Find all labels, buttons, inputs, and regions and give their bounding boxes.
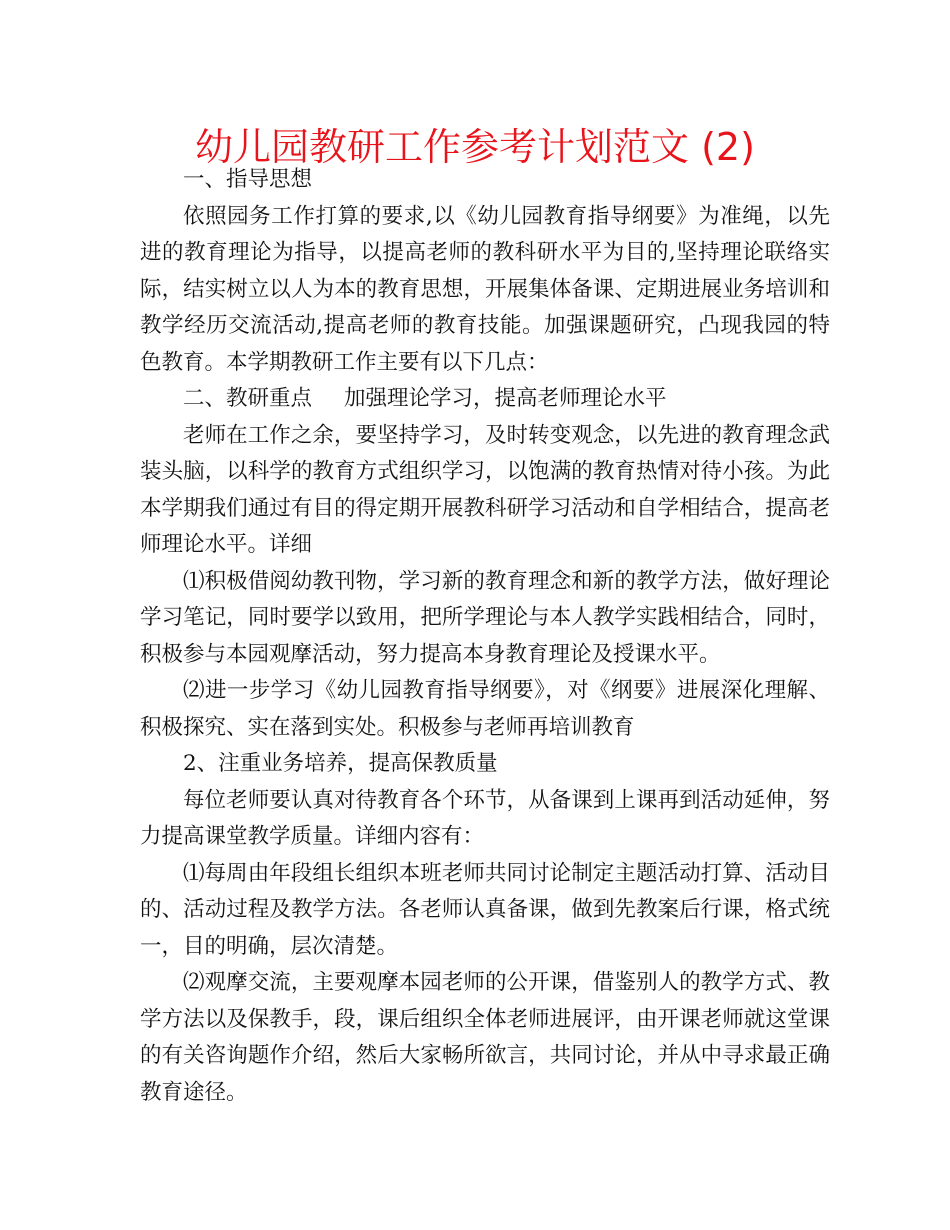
paragraph-guiding-ideology: 依照园务工作打算的要求,以《幼儿园教育指导纲要》为准绳，以先进的教育理论为指导，以提高老师的教科研水平为目的,坚持理论联络实际，结实树立以人为本的教育思想，开展集体备课、定期进展业务培训和教学经历交流活动,提高老师的教育技能。加强课题研究，凸现我园的特色教育。本学期教研工作主要有以下几点：	[140, 203, 830, 375]
paragraph-item-1-lesson-planning: ⑴每周由年段组长组织本班老师共同讨论制定主题活动打算、活动目的、活动过程及教学方法。各老师认真备课，做到先教案后行课，格式统一，目的明确，层次清楚。	[140, 860, 830, 959]
paragraph-item-2-observation: ⑵观摩交流，主要观摩本园老师的公开课，借鉴别人的教学方式、教学方法以及保教手，段，课后组织全体老师进展评，由开课老师就这堂课的有关咨询题作介绍，然后大家畅所欲言，共同讨论，并从中寻求最正确教育途径。	[140, 970, 830, 1105]
document-title: 幼儿园教研工作参考计划范文 (2)	[195, 125, 755, 169]
section-heading-business-training: 2、注重业务培养，提高保教质量	[183, 751, 498, 776]
heading-research-focus-label: 二、教研重点	[183, 386, 313, 411]
document-body	[140, 162, 830, 1111]
paragraph-item-2-outline-study: ⑵进一步学习《幼儿园教育指导纲要》，对《纲要》进展深化理解、积极探究、实在落到实处。积极参与老师再培训教育	[140, 678, 830, 740]
subheading-theory-learning: 加强理论学习，提高老师理论水平	[344, 386, 667, 411]
section-heading-guiding-ideology: 一、指导思想	[183, 167, 313, 192]
paragraph-teaching-quality: 每位老师要认真对待教育各个环节，从备课到上课再到活动延伸，努力提高课堂教学质量。详细内容有：	[140, 787, 830, 849]
paragraph-theory-learning: 老师在工作之余，要坚持学习，及时转变观念，以先进的教育理念武装头脑，以科学的教育方式组织学习，以饱满的教育热情对待小孩。为此本学期我们通过有目的得定期开展教科研学习活动和自学相结合，提高老师理论水平。详细	[140, 422, 830, 557]
section-heading-research-focus	[140, 381, 830, 418]
paragraph-item-1-reading: ⑴积极借阅幼教刊物，学习新的教育理念和新的教学方法，做好理论学习笔记，同时要学以致用，把所学理论与本人教学实践相结合，同时，积极参与本园观摩活动，努力提高本身教育理论及授课水平。	[140, 568, 830, 667]
